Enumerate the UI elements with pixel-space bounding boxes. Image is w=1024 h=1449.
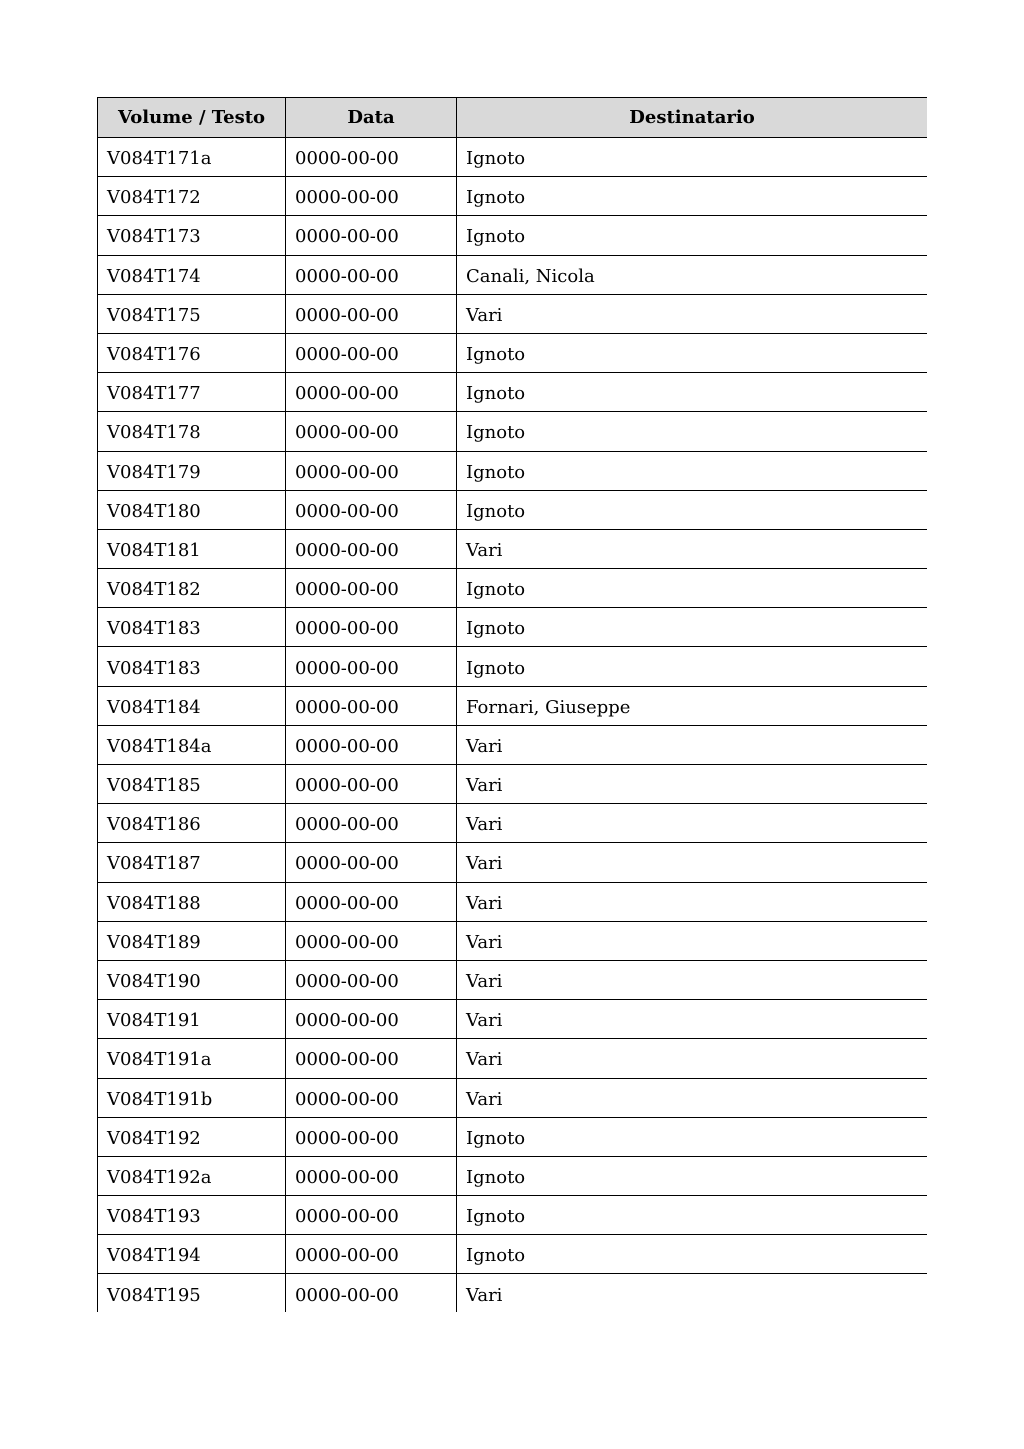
cell-volume: V084T172 — [98, 177, 286, 216]
table-row — [98, 882, 928, 921]
cell-destinatario: Vari — [457, 294, 928, 333]
cell-data: 0000-00-00 — [286, 608, 457, 647]
cell-destinatario: Fornari, Giuseppe — [457, 686, 928, 725]
cell-data: 0000-00-00 — [286, 1039, 457, 1078]
table-row — [98, 686, 928, 725]
cell-destinatario: Vari — [457, 804, 928, 843]
column-header-volume: Volume / Testo — [98, 98, 286, 138]
table-row — [98, 1000, 928, 1039]
cell-destinatario: Vari — [457, 1274, 928, 1312]
table-body — [98, 138, 928, 1313]
cell-volume: V084T180 — [98, 490, 286, 529]
cell-data: 0000-00-00 — [286, 960, 457, 999]
cell-data: 0000-00-00 — [286, 373, 457, 412]
cell-destinatario: Ignoto — [457, 1196, 928, 1235]
cell-data: 0000-00-00 — [286, 333, 457, 372]
table-row — [98, 1156, 928, 1195]
cell-volume: V084T179 — [98, 451, 286, 490]
cell-volume: V084T177 — [98, 373, 286, 412]
cell-destinatario: Ignoto — [457, 1235, 928, 1274]
cell-destinatario: Ignoto — [457, 608, 928, 647]
cell-destinatario: Vari — [457, 1039, 928, 1078]
cell-volume: V084T189 — [98, 921, 286, 960]
cell-data: 0000-00-00 — [286, 294, 457, 333]
cell-destinatario: Vari — [457, 843, 928, 882]
cell-volume: V084T187 — [98, 843, 286, 882]
cell-data: 0000-00-00 — [286, 1000, 457, 1039]
table-row — [98, 647, 928, 686]
table-row — [98, 216, 928, 255]
cell-destinatario: Ignoto — [457, 138, 928, 177]
cell-volume: V084T188 — [98, 882, 286, 921]
cell-volume: V084T184a — [98, 725, 286, 764]
cell-data: 0000-00-00 — [286, 529, 457, 568]
table-row — [98, 333, 928, 372]
cell-data: 0000-00-00 — [286, 843, 457, 882]
column-header-destinatario: Destinatario — [457, 98, 928, 138]
cell-destinatario: Vari — [457, 1000, 928, 1039]
cell-volume: V084T194 — [98, 1235, 286, 1274]
table-row — [98, 725, 928, 764]
table-row — [98, 1039, 928, 1078]
cell-data: 0000-00-00 — [286, 921, 457, 960]
table-row — [98, 529, 928, 568]
cell-data: 0000-00-00 — [286, 255, 457, 294]
cell-volume: V084T173 — [98, 216, 286, 255]
table-row — [98, 569, 928, 608]
letters-table — [97, 97, 927, 1312]
table-header — [98, 98, 928, 138]
cell-destinatario: Vari — [457, 921, 928, 960]
cell-destinatario: Canali, Nicola — [457, 255, 928, 294]
cell-volume: V084T186 — [98, 804, 286, 843]
header-row — [98, 98, 928, 138]
cell-data: 0000-00-00 — [286, 1235, 457, 1274]
table-row — [98, 608, 928, 647]
cell-destinatario: Ignoto — [457, 373, 928, 412]
table-row — [98, 255, 928, 294]
cell-destinatario: Vari — [457, 960, 928, 999]
table-row — [98, 1117, 928, 1156]
cell-volume: V084T174 — [98, 255, 286, 294]
cell-destinatario: Ignoto — [457, 333, 928, 372]
table-row — [98, 1274, 928, 1312]
cell-volume: V084T193 — [98, 1196, 286, 1235]
table-row — [98, 373, 928, 412]
document-table-container — [97, 97, 927, 1312]
table-row — [98, 1235, 928, 1274]
cell-volume: V084T183 — [98, 608, 286, 647]
cell-destinatario: Ignoto — [457, 177, 928, 216]
cell-destinatario: Vari — [457, 529, 928, 568]
cell-destinatario: Ignoto — [457, 216, 928, 255]
cell-data: 0000-00-00 — [286, 882, 457, 921]
cell-data: 0000-00-00 — [286, 1274, 457, 1312]
cell-destinatario: Ignoto — [457, 412, 928, 451]
cell-data: 0000-00-00 — [286, 725, 457, 764]
cell-volume: V084T195 — [98, 1274, 286, 1312]
table-row — [98, 138, 928, 177]
table-row — [98, 804, 928, 843]
cell-destinatario: Vari — [457, 1078, 928, 1117]
table-row — [98, 1196, 928, 1235]
cell-destinatario: Ignoto — [457, 1156, 928, 1195]
cell-volume: V084T182 — [98, 569, 286, 608]
cell-volume: V084T191 — [98, 1000, 286, 1039]
cell-data: 0000-00-00 — [286, 490, 457, 529]
cell-data: 0000-00-00 — [286, 1078, 457, 1117]
cell-destinatario: Ignoto — [457, 569, 928, 608]
cell-destinatario: Ignoto — [457, 1117, 928, 1156]
table-row — [98, 960, 928, 999]
cell-data: 0000-00-00 — [286, 686, 457, 725]
cell-destinatario: Vari — [457, 725, 928, 764]
cell-volume: V084T175 — [98, 294, 286, 333]
cell-destinatario: Ignoto — [457, 647, 928, 686]
cell-volume: V084T190 — [98, 960, 286, 999]
cell-volume: V084T178 — [98, 412, 286, 451]
cell-volume: V084T181 — [98, 529, 286, 568]
cell-data: 0000-00-00 — [286, 412, 457, 451]
cell-data: 0000-00-00 — [286, 647, 457, 686]
cell-volume: V084T191a — [98, 1039, 286, 1078]
cell-data: 0000-00-00 — [286, 804, 457, 843]
cell-volume: V084T191b — [98, 1078, 286, 1117]
cell-data: 0000-00-00 — [286, 451, 457, 490]
cell-volume: V084T192 — [98, 1117, 286, 1156]
cell-volume: V084T184 — [98, 686, 286, 725]
cell-data: 0000-00-00 — [286, 1117, 457, 1156]
table-row — [98, 177, 928, 216]
table-row — [98, 765, 928, 804]
cell-data: 0000-00-00 — [286, 216, 457, 255]
cell-data: 0000-00-00 — [286, 765, 457, 804]
cell-destinatario: Vari — [457, 765, 928, 804]
cell-data: 0000-00-00 — [286, 177, 457, 216]
table-row — [98, 451, 928, 490]
cell-destinatario: Vari — [457, 882, 928, 921]
table-row — [98, 921, 928, 960]
cell-volume: V084T176 — [98, 333, 286, 372]
cell-volume: V084T183 — [98, 647, 286, 686]
column-header-data: Data — [286, 98, 457, 138]
table-row — [98, 294, 928, 333]
cell-volume: V084T171a — [98, 138, 286, 177]
cell-data: 0000-00-00 — [286, 569, 457, 608]
cell-destinatario: Ignoto — [457, 490, 928, 529]
cell-destinatario: Ignoto — [457, 451, 928, 490]
cell-data: 0000-00-00 — [286, 138, 457, 177]
table-row — [98, 1078, 928, 1117]
cell-data: 0000-00-00 — [286, 1196, 457, 1235]
table-row — [98, 490, 928, 529]
cell-data: 0000-00-00 — [286, 1156, 457, 1195]
table-row — [98, 412, 928, 451]
cell-volume: V084T185 — [98, 765, 286, 804]
cell-volume: V084T192a — [98, 1156, 286, 1195]
table-row — [98, 843, 928, 882]
